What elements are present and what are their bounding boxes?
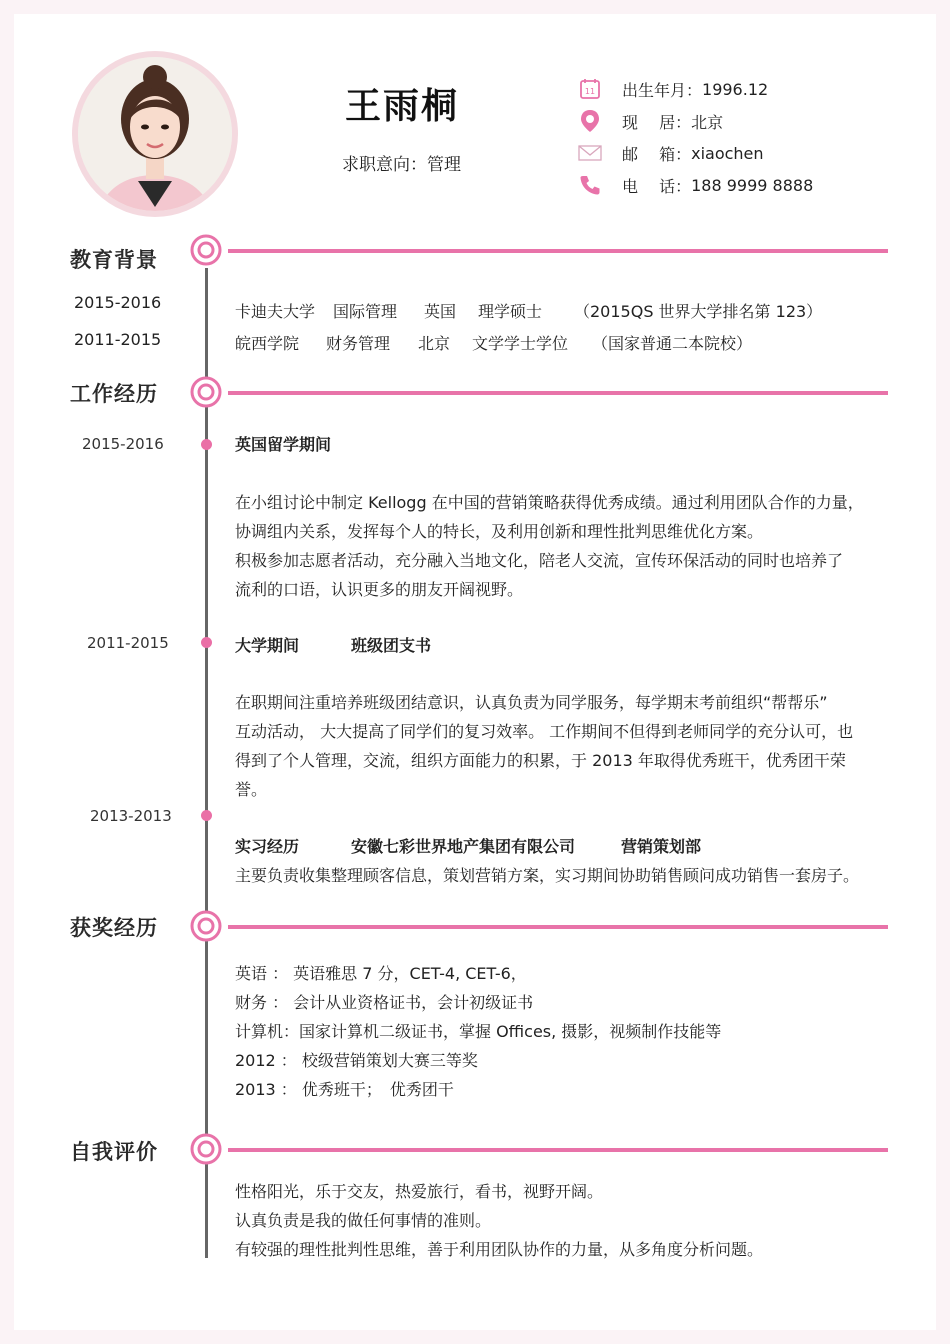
info-value: xiaochen [691,143,764,163]
self-item: 性格阳光，乐于交友，热爱旅行，看书，视野开阔。 [235,1182,604,1201]
section-divider [228,249,888,253]
work-heading-part: 大学期间 [235,636,300,655]
work-years: 2013-2013 [90,807,172,825]
education-years: 2011-2015 [74,330,162,349]
section-divider [228,1148,888,1152]
work-line: 互动活动， 大大提高了同学们的复习效率。 工作期间不但得到老师同学的充分认可，也 [235,722,854,741]
work-years: 2015-2016 [82,435,164,453]
info-row-birth [577,76,768,102]
job-intent-value: 管理 [427,155,461,175]
info-row-phone [577,172,813,198]
education-note: （国家普通二本院校） [592,334,753,353]
award-item: 英语 ： 英语雅思 7 分，CET-4, CET-6， [235,964,527,983]
section-title-work: 工作经历 [70,382,158,406]
envelope-icon [577,140,603,166]
work-line: 在小组讨论中制定 Kellogg 在中国的营销策略获得优秀成绩。通过利用团队合作的力量， [235,493,864,512]
education-major: 国际管理 [333,302,398,321]
award-item: 计算机：国家计算机二级证书，掌握 Offices, 摄影，视频制作技能等 [235,1022,722,1041]
info-value: 188 9999 8888 [691,175,814,195]
work-heading-part: 安徽七彩世界地产集团有限公司 [351,837,576,856]
education-school: 皖西学院 [235,334,300,353]
work-description [235,488,864,604]
section-marker-icon [190,376,222,408]
avatar [78,57,232,211]
work-heading [235,430,331,459]
timeline-dot [201,810,212,821]
timeline-line [205,268,208,1258]
info-value: 北京 [691,112,724,132]
info-value: 1996.12 [702,79,769,99]
education-years: 2015-2016 [74,293,162,312]
work-description [235,688,853,804]
award-item: 2013 ： 优秀班干； 优秀团干 [235,1080,454,1099]
work-heading-part: 班级团支书 [351,636,432,655]
section-marker-icon [190,1133,222,1165]
work-line: 协调组内关系，发挥每个人的特长，及利用创新和理性批判思维优化方案。 [235,522,764,541]
work-heading-part: 营销策划部 [621,837,702,856]
info-row-residence [577,108,723,134]
info-label: 出生年月： [622,80,703,100]
education-note: （2015QS 世界大学排名第 123） [574,302,823,321]
education-row [235,299,822,322]
info-label: 电 话： [622,176,692,196]
self-item: 认真负责是我的做任何事情的准则。 [235,1211,492,1230]
education-place: 北京 [418,334,451,353]
calendar-icon-day: 11 [584,87,596,96]
work-description [235,861,859,890]
award-item: 2012 ： 校级营销策划大赛三等奖 [235,1051,478,1070]
education-major: 财务管理 [326,334,391,353]
work-heading-part: 实习经历 [235,837,300,856]
education-place: 英国 [424,302,457,321]
person-name: 王雨桐 [345,86,460,127]
calendar-icon [577,76,603,102]
self-evaluation [235,1177,763,1264]
work-line: 流利的口语，认识更多的朋友开阔视野。 [235,580,524,599]
section-divider [228,925,888,929]
work-line: 主要负责收集整理顾客信息，策划营销方案，实习期间协助销售顾问成功销售一套房子。 [235,866,860,885]
section-marker-icon [190,910,222,942]
section-title-awards: 获奖经历 [70,916,158,940]
phone-icon [577,172,603,198]
work-years: 2011-2015 [87,634,169,652]
education-degree: 理学硕士 [478,302,543,321]
section-marker-icon [190,234,222,266]
work-heading-part: 英国留学期间 [235,435,332,454]
info-label: 现 居： [622,112,692,132]
self-item: 有较强的理性批判性思维，善于利用团队协作的力量，从多角度分析问题。 [235,1240,764,1259]
work-line: 在职期间注重培养班级团结意识，认真负责为同学服务，每学期末考前组织“帮帮乐” [235,693,828,712]
work-line: 积极参加志愿者活动，充分融入当地文化，陪老人交流，宣传环保活动的同时也培养了 [235,551,844,570]
location-pin-icon [577,108,603,134]
work-line: 得到了个人管理，交流，组织方面能力的积累，于 2013 年取得优秀班干，优秀团干荣 [235,751,846,770]
awards-list [235,959,721,1104]
work-line: 誉。 [235,780,268,799]
section-divider [228,391,888,395]
timeline-dot [201,439,212,450]
job-intent [342,150,461,175]
education-school: 卡迪夫大学 [235,302,316,321]
section-title-education: 教育背景 [70,248,158,272]
job-intent-label: 求职意向： [342,155,427,175]
work-heading [235,631,431,660]
work-heading [235,832,701,861]
education-row [235,331,752,354]
timeline-dot [201,637,212,648]
info-row-email [577,140,764,166]
info-label: 邮 箱： [622,144,692,164]
award-item: 财务 ： 会计从业资格证书，会计初级证书 [235,993,534,1012]
section-title-self: 自我评价 [70,1140,158,1164]
education-degree: 文学学士学位 [472,334,569,353]
